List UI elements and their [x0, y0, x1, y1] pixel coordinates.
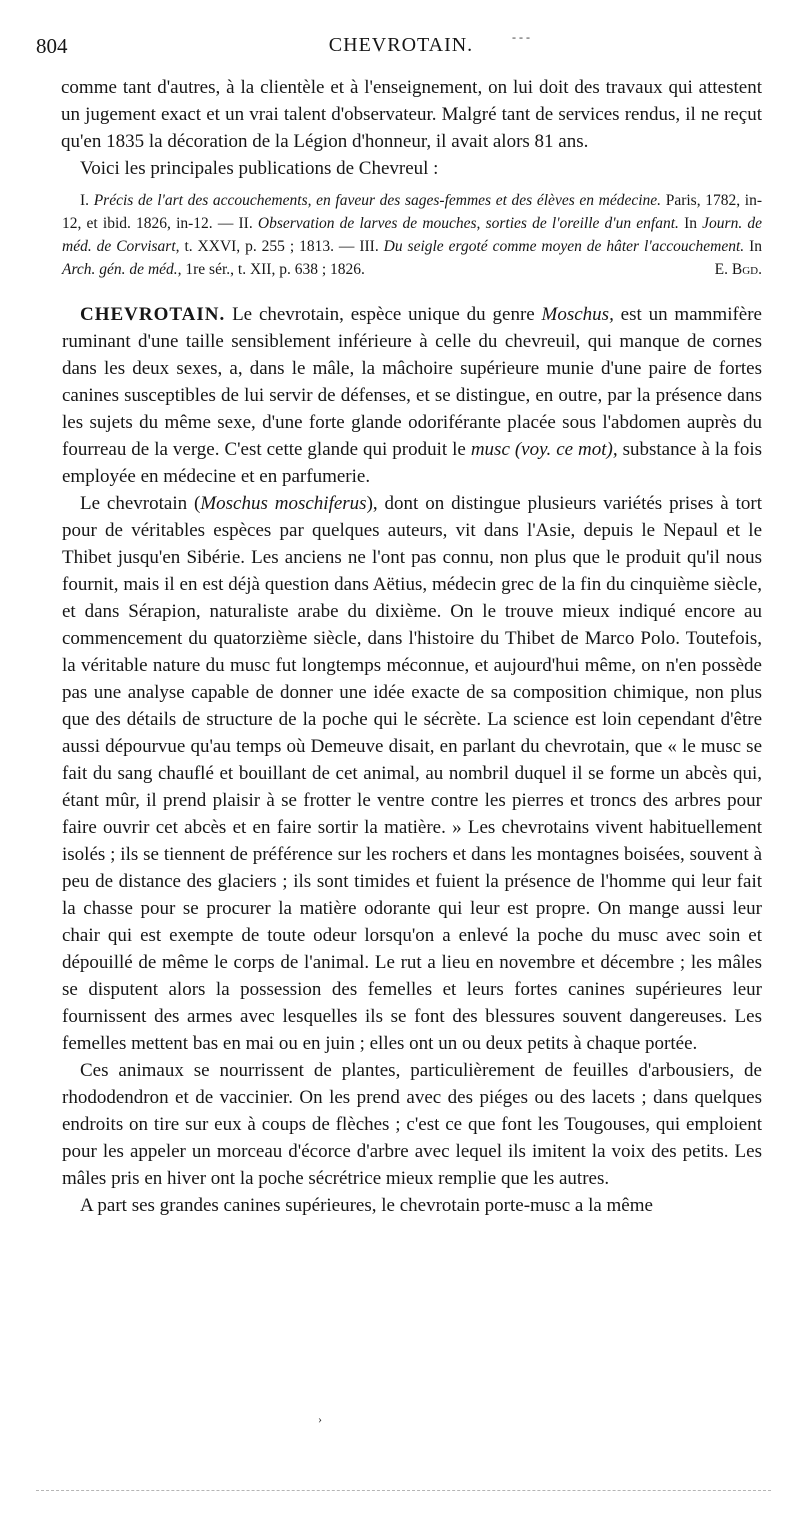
biblio-item-3-details: 1re sér., t. XII, p. 638 ; 1826.: [185, 261, 365, 278]
biblio-item-2-title: Observation de larves de mouches, sorties de l'oreille d'un enfant.: [257, 215, 679, 232]
publications-intro: Voici les principales publications de Chevreul :: [80, 158, 439, 179]
biblio-item-2-in: In: [684, 215, 697, 232]
biblio-item-2-details: t. XXVI, p. 255 ; 1813. —: [184, 238, 355, 255]
scan-speck: - - -: [512, 30, 530, 44]
species-name: Moschus moschiferus: [200, 493, 367, 514]
page-bottom-border: [36, 1490, 771, 1491]
biblio-item-1-number: I.: [80, 192, 90, 209]
article-paragraph-3: Ces animaux se nourrissent de plantes, particulièrement de feuilles d'arbousiers, de rhododendron et de vaccinier. On les prend avec des piéges ou des lacets ; dans quelques endroits on tire sur eux à coups de flèches ; c'est ce que font les Tougouses, qui emploient pour les appeler un morceau d'écorce d'arbre avec lequel ils imitent la voix des petits. Les mâles pris en hiver ont la poche sécrétrice mieux remplie que les autres.: [62, 1060, 762, 1189]
bibliography: [62, 189, 762, 281]
article-paragraph-1: [62, 301, 762, 490]
article-paragraph-4: A part ses grandes canines supérieures, le chevrotain porte-musc a la même: [80, 1195, 653, 1216]
genus-name: Moschus,: [541, 304, 614, 325]
page-header: [36, 34, 766, 68]
previous-article-paragraph: comme tant d'autres, à la clientèle et à l'enseignement, on lui doit des travaux qui attestent un jugement exact et un vrai talent d'observateur. Malgré tant de services rendus, il ne reçut qu'en 1835 la décoration de la Légion d'honneur, il avait alors 81 ans.: [61, 77, 762, 152]
p1-text-a: Le chevrotain, espèce unique du genre: [232, 304, 535, 325]
biblio-item-1-details: Paris, 1782, in-12, et ibid. 1826, in-12. —: [62, 192, 762, 232]
biblio-item-3-in: In: [749, 238, 763, 255]
article-paragraph-2: [62, 490, 762, 1057]
page-number: 804: [36, 34, 68, 58]
biblio-item-3-title: Du seigle ergoté comme moyen de hâter l'accouchement.: [383, 238, 745, 255]
biblio-item-3-number: III.: [359, 238, 379, 255]
biblio-item-3-journal: Arch. gén. de méd.,: [62, 261, 182, 278]
article-headword: CHEVROTAIN.: [80, 304, 226, 325]
running-title: CHEVROTAIN.: [328, 34, 474, 56]
cross-reference: (voy. ce mot),: [514, 439, 618, 460]
musc-term: musc: [470, 439, 510, 460]
p1-text-c: substance à la fois employée en médecine et en parfumerie.: [62, 439, 763, 487]
scan-speck: ›: [318, 1412, 322, 1426]
biblio-item-2-number: II.: [238, 215, 253, 232]
biblio-item-1-title: Précis de l'art des accouchements, en faveur des sages-femmes et des élèves en médecine.: [93, 192, 662, 209]
text-column: [62, 74, 762, 1219]
p1-text-b: est un mammifère ruminant d'une taille sensiblement inférieure à celle du chevreuil, qui manque de cornes dans les deux sexes, a, dans le mâle, la mâchoire supérieure munie d'une paire de fortes canines susceptibles de lui servir de défenses, et se distingue, en outre, par la présence dans les sujets du même sexe, d'une forte glande odoriférante placée sous l'abdomen auprès du fourreau de la verge. C'est cette glande qui produit le: [62, 304, 762, 460]
p2-text-b: ), dont on distingue plusieurs variétés prises à tort pour de véritables espèces par quelques auteurs, vit dans l'Asie, depuis le Nepaul et le Thibet jusqu'en Sibérie. Les anciens ne l'ont pas connu, non plus que le produit qu'il nous fournit, mais il en est déjà question dans Aëtius, médecin grec de la fin du cinquième siècle, et dans Sérapion, naturaliste arabe du dixième. On le trouve mieux indiqué encore au commencement du quatorzième siècle, dans l'histoire du Thibet de Marco Polo. Toutefois, la véritable nature du musc fut longtemps méconnue, et aujourd'hui même, on n'en possède pas une analyse capable de donner une idée exacte de sa composition chimique, non plus que des détails de structure de la poche qui le sécrète. La science est loin cependant d'être aussi dépourvue qu'au temps où Demeuve disait, en parlant du chevrotain, que « le musc se fait du sang chauflé et bouillant de cet animal, au nombril duquel il se forme un abcès qui, étant mûr, il prend plaisir à se frotter le ventre contre les pierres et troncs des arbres pour faire ouvrir cet abcès et en faire sortir la matière. » Les chevrotains vivent habituellement isolés ; ils se tiennent de préférence sur les rochers et dans les montagnes boisées, souvent à peu de distance des glaciers ; ils sont timides et fuient la présence de l'homme qui leur fait la chasse pour se procurer la matière odorante qui leur est propre. On mange aussi leur chair qui est exempte de toute odeur lorsqu'on a enlevé la poche du musc avec soin et dépouillé de même le corps de l'animal. Le rut a lieu en novembre et décembre ; les mâles se disputent alors la possession des femelles et leurs fortes canines supérieures leur fournissent des armes avec lesquelles ils se font des blessures souvent dangereuses. Les femelles mettent bas en mai ou en juin ; elles ont un ou deux petits à chaque portée.: [62, 493, 762, 1054]
p2-text-a: Le chevrotain (: [80, 493, 201, 514]
author-signature: E. Bgd.: [714, 261, 762, 278]
biblio-item-2-journal: Journ. de méd. de Corvisart,: [62, 215, 763, 255]
